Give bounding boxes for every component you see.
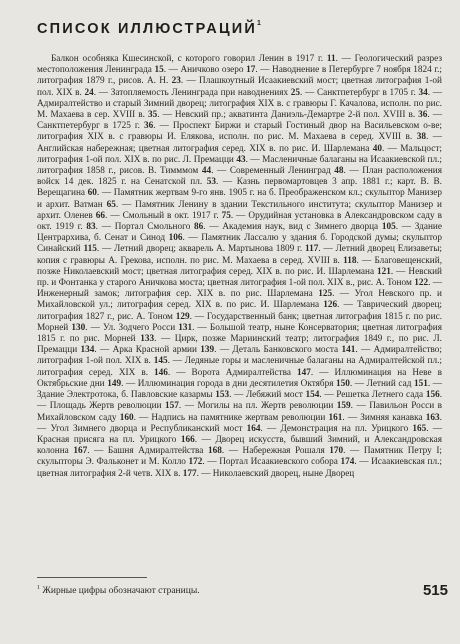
illustration-caption: . — План расположения войск 14 дек. 1825 г. на Сенатской пл. (37, 166, 442, 188)
page-ref-number: 134 (80, 345, 95, 356)
page-ref-number: 23 (171, 76, 181, 87)
title-text: СПИСОК ИЛЛЮСТРАЦИЙ (37, 21, 257, 37)
page-ref-number: 159 (336, 401, 351, 412)
illustration-caption: . — Памятник Петру I; скульпторы Э. Фальконет и М. Колло (37, 446, 442, 468)
page-ref-number: 157 (165, 401, 179, 412)
page-ref-number: 44 (201, 166, 212, 177)
page-ref-number: 163 (425, 412, 440, 423)
illustration-caption: . — Набережная Рошаля (221, 446, 330, 457)
illustration-caption: . — Летний дворец Елизаветы; копия с гравюры А. Грекова, исполн. по рис. М. Махаева в серед. XVIII в. (37, 244, 442, 266)
illustration-caption: . — Наводнение в Петербурге 7 ноября 1824 г.; литография 1879 г., рисов. А. Н. (37, 65, 442, 87)
illustration-caption: . — Башня Адмиралтейства (87, 446, 208, 457)
page-ref-number: 40 (372, 143, 382, 154)
page-ref-number: 156 (425, 390, 440, 401)
illustration-caption: . — Деталь Банковского моста (214, 345, 342, 356)
page-ref-number: 151 (413, 378, 428, 389)
illustration-caption: . — Площадь Жертв революции (37, 390, 442, 412)
page-ref-number: 126 (323, 300, 338, 311)
illustration-caption: . — Санктпетербург в 1705 г. (300, 87, 419, 98)
illustration-caption: . — Аничково озеро (163, 65, 247, 76)
illustration-caption: . — Исаакиевская пл.; цветная литография 2-й четв. XIX в. (37, 457, 442, 479)
page-ref-number: 161 (328, 412, 343, 423)
illustration-caption: . — Таврический дворец; литография 1827 г., рис. А. Тоном (37, 300, 443, 322)
page-ref-number: 122 (414, 278, 429, 289)
illustration-caption: . — Здание Электротока, б. Павловские казармы (37, 378, 442, 401)
illustration-caption: . — Академия наук, вид с Зимнего дворца (203, 222, 382, 233)
page-ref-number: 65 (106, 199, 116, 210)
illustration-caption: . — Дворец искусств, бывший Зимний, и Александровская колонна (37, 434, 442, 457)
page-ref-number: 25 (290, 87, 301, 98)
illustration-caption: . — Памятник Лассалю у здания б. Городской думы; скульптор Синайский (37, 233, 442, 255)
page-ref-number: 53 (206, 177, 217, 188)
page-ref-number: 133 (140, 334, 155, 345)
page-ref-number: 115 (83, 244, 97, 255)
illustration-caption: . — Николаевский дворец, ныне Дворец (196, 468, 355, 479)
illustration-list (37, 54, 442, 480)
illustration-caption: . — Масленичные балаганы на Исаакиевской пл.; литография 1858 г., рисов. В. Тимммом (37, 154, 442, 177)
illustration-caption: . — Плашкоутный Исаакиевский мост; цветная литография 1-ой пол. XIX в. (37, 76, 443, 98)
page-ref-number: 167 (73, 446, 88, 457)
illustration-caption: . — Современный Ленинград (211, 166, 335, 177)
illustration-caption: . — Здание Центрархива, б. Сенат и Синод (37, 222, 442, 244)
illustration-caption: . — Ледяные горы и масленичные балаганы на Адмиралтейской пл.; литография серед. XIX в. (37, 356, 442, 378)
footnote-mark: 1 (37, 585, 40, 591)
footnote (37, 585, 200, 596)
page-ref-number: 165 (412, 423, 427, 434)
page-ref-number: 139 (200, 345, 215, 356)
illustration-caption: . — Адмиралтейство и старый Зимний дворец; литография XIX в. с гравюры Г. Качалова, исполн. по рис. М. Махаева в сер. XVIII в. (37, 87, 442, 121)
illustration-caption: . — Затопляемость Ленинграда при наводнениях (93, 87, 291, 98)
illustration-caption: . — Угол Зимнего дворца и Республиканский мост (37, 412, 442, 434)
illustration-list-paragraph (37, 54, 442, 480)
illustration-caption: . — Санктпетербург в 1725 г. (37, 110, 443, 132)
page-ref-number: 160 (119, 412, 134, 423)
illustration-caption: . — Могилы на пл. Жертв революции (178, 401, 337, 412)
page-ref-number: 105 (381, 222, 396, 233)
page-ref-number: 15 (154, 65, 164, 76)
illustration-caption: . — Казнь первомартовцев 3 апр. 1881 г.; карт. В. В. Верещагина (37, 177, 442, 199)
page-ref-number: 146 (154, 367, 168, 378)
page-ref-number: 153 (215, 390, 230, 401)
page-ref-number: 86 (194, 222, 204, 233)
page-ref-number: 166 (180, 434, 195, 445)
illustration-caption: . — Государственный банк; цветная литография 1815 г. по рис. Морней (37, 311, 443, 333)
page-ref-number: 145 (153, 356, 168, 367)
page-ref-number: 170 (329, 446, 344, 457)
page-ref-number: 154 (305, 390, 320, 401)
title-footnote-mark: 1 (257, 20, 261, 27)
page-ref-number: 121 (377, 266, 391, 277)
illustration-caption: . — Лебяжий мост (229, 390, 306, 401)
page-ref-number: 177 (182, 468, 197, 479)
illustration-caption: . — Большой театр, ныне Консерватория; цветная литография 1815 г. по рис. Морней (37, 322, 442, 345)
page-ref-number: 60 (87, 188, 97, 199)
page-ref-number: 24 (84, 87, 94, 98)
page-ref-number: 34 (418, 87, 428, 98)
page-ref-number: 66 (95, 210, 106, 221)
page-ref-number: 11 (326, 54, 336, 64)
page-ref-number: 172 (188, 457, 203, 468)
page-ref-number: 131 (178, 322, 193, 333)
illustration-caption: . — Проспект Биржи и старый Гостиный двор на Васильевском о-ве; литография XIX в. с гравюры И. Елякова, исполн. по рис. М. Махаева в серед. XVIII в. (37, 121, 442, 143)
page-ref-number: 149 (107, 378, 122, 389)
page-ref-number: 125 (318, 289, 333, 300)
page-ref-number: 129 (175, 311, 190, 322)
footnote-divider (37, 577, 147, 578)
page-ref-number: 141 (341, 345, 356, 356)
illustration-caption: . — Надпись на памятнике жертвам революции (133, 412, 329, 423)
illustration-caption: . — Цирк, позже Мариинский театр; литография 1849 г., по рис. Л. Премацци (37, 334, 442, 356)
illustration-caption: . — Геологический разрез местоположения Ленинграда (37, 54, 442, 76)
illustration-caption: . — Благовещенский, позже Николаевский мост; цветная литография серед. XIX в. по рис. И. Шарлемана (37, 255, 443, 277)
page-ref-number: 36 (418, 110, 428, 121)
page-ref-number: 48 (334, 166, 344, 177)
illustration-caption: . — Портал Смольного (95, 222, 195, 233)
illustration-caption: . — Ворота Адмиралтейства (167, 367, 298, 378)
page-ref-number: 106 (168, 233, 183, 244)
page-ref-number: 35 (147, 110, 158, 121)
page-ref-number: 75 (221, 210, 231, 221)
illustration-caption: . — Адмиралтейство; литография 1-ой пол. XIX в. (37, 345, 442, 367)
illustration-caption: . — Смольный в окт. 1917 г. (105, 210, 222, 221)
illustration-caption: . — Невский пр. и Фонтанка у старого Аничкова моста; цветная литография 1-ой пол. XIX в., рис. А. Тоном (37, 266, 442, 289)
illustration-caption: . — Памятник жертвам 9-го янв. 1905 г. на б. Преображенском кл.; скульптор Манизер и архит. Ватман (37, 188, 442, 210)
illustration-caption: . — Угол Невского пр. и Михайловской ул.; литография серед. XIX в. по рис. И. Шарлемана (37, 289, 442, 311)
illustration-caption: . — Портал Исаакиевского собора (202, 457, 341, 468)
page-ref-number: 164 (246, 423, 261, 434)
illustration-caption: . — Арка Красной армии (94, 345, 201, 356)
illustration-caption: . — Летний дворец; акварель А. Мартынова 1809 г. (96, 244, 305, 255)
page-ref-number: 83 (86, 222, 96, 233)
illustration-caption: . — Инженерный замок; литография сер. XIX в. по рис. Шарлемана (37, 278, 443, 300)
page-ref-number: 168 (207, 446, 222, 457)
page-ref-number: 17 (246, 65, 256, 76)
illustration-caption: . — Павильон Росси в Михайловском саду (37, 401, 443, 423)
page-ref-number: 147 (297, 367, 311, 378)
illustration-caption: Балкон особняка Кшесинской, с которого говорил Ленин в 1917 г. (51, 54, 327, 64)
illustration-caption: . — Ул. Зодчего Росси (85, 322, 179, 333)
illustration-caption: . — Зимняя канавка (342, 412, 426, 423)
illustration-caption: . — Демонстрация на пл. Урицкого (260, 423, 413, 434)
page-ref-number: 36 (144, 121, 154, 132)
illustration-caption: . — Иллюминация города в дни десятилетия Октября (121, 378, 337, 389)
footnote-text: Жирные цифры обозначают страницы. (42, 586, 200, 597)
illustration-caption: . — Красная присяга на пл. Урицкого (37, 423, 443, 445)
page-ref-number: 150 (336, 378, 350, 389)
page-title (37, 21, 261, 37)
illustration-caption: . — Мальцост; литография 1-ой пол. XIX в. по рис. Л. Премацци (37, 143, 442, 165)
page-ref-number: 38 (416, 132, 426, 143)
page-ref-number: 130 (71, 322, 86, 333)
illustration-caption: . — Орудийная установка в Александровском саду в окт. 1919 г. (37, 210, 442, 233)
page-ref-number: 174 (340, 457, 355, 468)
page-ref-number: 118 (343, 255, 357, 266)
page-ref-number: 43 (236, 154, 246, 165)
illustration-caption: . — Решетка Летнего сада (319, 390, 426, 401)
illustration-caption: . — Памятник Ленину в здании Текстильного института; скульптор Манизер и архит. Оленев (37, 199, 442, 221)
illustration-caption: . — Иллюминация на Неве в Октябрьские дни (37, 367, 442, 389)
illustration-caption: . — Английская набережная; цветная литография серед. XIX в. по рис. И. Шарлемана (37, 132, 442, 154)
page-ref-number: 117 (305, 244, 319, 255)
illustration-caption: . — Невский пр.; акватинта Даниэль-Демартре 2-й пол. XVIII в. (157, 110, 419, 121)
page-number: 515 (422, 582, 448, 599)
illustration-caption: . — Летний сад (349, 378, 414, 389)
